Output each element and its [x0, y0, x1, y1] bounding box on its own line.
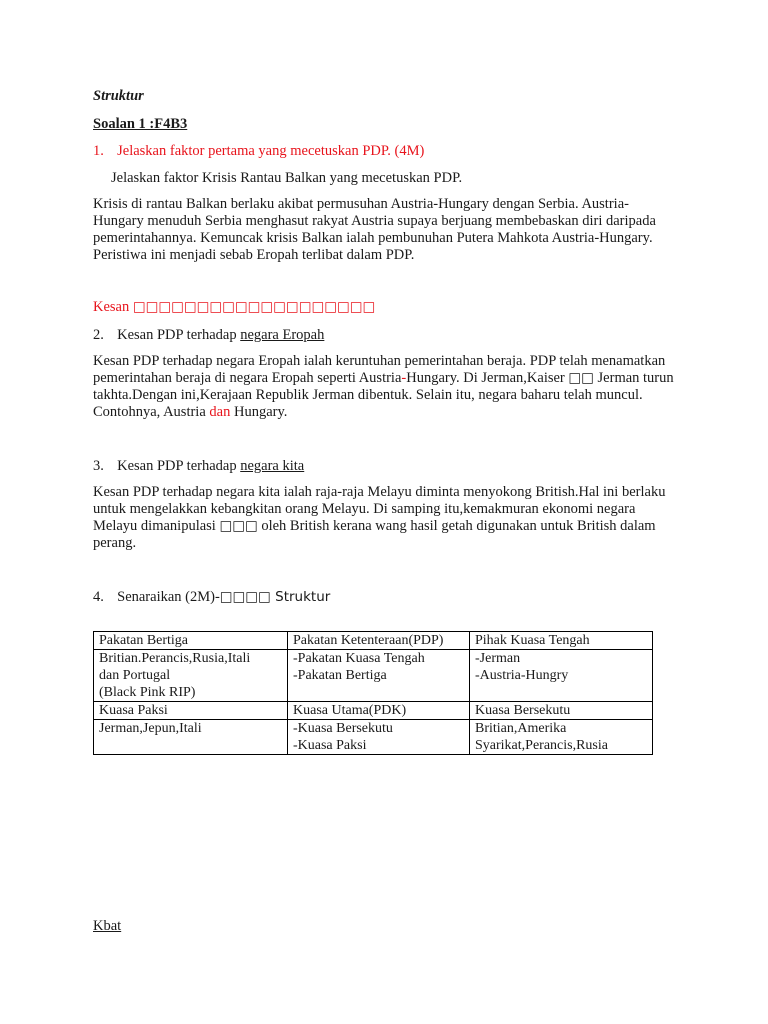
q4-prefix: Senaraikan (2M)-: [117, 589, 220, 605]
table-cell: [94, 702, 288, 720]
q3-answer: [93, 484, 678, 552]
q3-number: 3.: [93, 458, 104, 474]
table-cell: [470, 702, 653, 720]
missing-glyphs: □□□□□□□□□□□□□□□□□□□: [132, 299, 376, 315]
q1-answer: Krisis di rantau Balkan berlaku akibat permusuhan Austria-Hungary dengan Serbia. Austria-Hungary menuduh Serbia menghasut rakyat Austria supaya berjuang membebaskan diri daripada pemerintahannya. Kemuncak krisis Balkan ialah pembunuhan Putera Mahkota Austria-Hungary. Peristiwa ini menjadi sebab Eropah terlibat dalam PDP.: [93, 196, 656, 263]
q3-answer-part2: oleh British kerana wang hasil getah digunakan untuk British dalam perang.: [93, 518, 656, 551]
table-cell-line: -Kuasa Bersekutu: [293, 721, 393, 736]
kesan-heading: [93, 299, 375, 316]
q2-answer-dash: -: [401, 370, 407, 386]
q4-number: 4.: [93, 589, 104, 605]
q3-answer-part1: Kesan PDP terhadap negara kita ialah raja-raja Melayu diminta menyokong British.Hal ini berlaku untuk mengelakkan kebangkitan orang Melayu. Di samping itu,kemakmuran ekonomi negara Melayu dimanipulasi: [93, 484, 666, 534]
table-cell-line: Kuasa Utama(PDK): [293, 703, 407, 718]
table-cell: [94, 632, 288, 650]
table-cell-line: dan Portugal: [99, 668, 171, 683]
kesan-word: Kesan: [93, 299, 130, 315]
q2-answer-part2: Hungary. Di Jerman,Kaiser: [406, 370, 569, 386]
q2-prefix: Kesan PDP terhadap: [117, 327, 241, 343]
table-cell-line: Kuasa Bersekutu: [475, 703, 571, 718]
q1-title-text: Jelaskan faktor pertama yang mecetuskan PDP. (4M): [117, 143, 425, 159]
table-cell-line: Pakatan Ketenteraan(PDP): [293, 633, 444, 648]
question-label: Soalan 1 :F4B3: [93, 116, 188, 132]
alliance-table: [93, 631, 653, 755]
q2-title: [93, 327, 324, 344]
table-cell-line: -Jerman: [475, 651, 521, 666]
q2-answer-part3: Jerman turun takhta.Dengan ini,Kerajaan Republik Jerman dibentuk. Selain itu, negara baharu telah muncul. Contohnya, Austria: [93, 370, 674, 420]
table-cell: [470, 720, 653, 755]
q2-answer-part1: Kesan PDP terhadap negara Eropah ialah keruntuhan pemerintahan beraja. PDP telah menamatkan pemerintahan beraja di negara Eropah seperti Austria: [93, 353, 666, 386]
table-row: [94, 702, 653, 720]
q2-underlined: negara Eropah: [240, 327, 325, 343]
table-cell-line: (Black Pink RIP): [99, 685, 196, 700]
q2-answer-part4: Hungary.: [230, 404, 288, 420]
table-cell-line: -Kuasa Paksi: [293, 738, 367, 753]
table-cell-line: Britian,Amerika: [475, 721, 567, 736]
q3-prefix: Kesan PDP terhadap: [117, 458, 241, 474]
table-cell: [94, 650, 288, 702]
table-cell: [288, 720, 470, 755]
q4-title: [93, 589, 330, 606]
table-cell: [288, 632, 470, 650]
table-cell: [470, 632, 653, 650]
q4-suffix: Struktur: [270, 589, 331, 605]
table-cell-line: -Pakatan Kuasa Tengah: [293, 651, 425, 666]
table-cell-line: Jerman,Jepun,Itali: [99, 721, 202, 736]
q3-title: [93, 458, 304, 475]
q1-subtitle: Jelaskan faktor Krisis Rantau Balkan yang mecetuskan PDP.: [111, 170, 463, 186]
q3-missing-glyphs: □□□: [219, 518, 258, 534]
table-cell-line: Pakatan Bertiga: [99, 633, 189, 648]
q4-missing-glyphs: □□□□: [219, 589, 271, 605]
table-cell-line: -Austria-Hungry: [475, 668, 569, 683]
table-cell: [288, 702, 470, 720]
table-cell: [288, 650, 470, 702]
table-cell-line: Kuasa Paksi: [99, 703, 168, 718]
alliance-table-body: [94, 632, 653, 755]
q2-answer: [93, 353, 678, 421]
q2-answer-dan: dan: [209, 404, 231, 420]
table-row: [94, 650, 653, 702]
table-cell: [470, 650, 653, 702]
table-row: [94, 720, 653, 755]
q3-underlined: negara kita: [240, 458, 305, 474]
table-cell-line: Pihak Kuasa Tengah: [475, 633, 590, 648]
table-cell-line: -Pakatan Bertiga: [293, 668, 387, 683]
table-cell-line: Syarikat,Perancis,Rusia: [475, 738, 608, 753]
table-cell: [94, 720, 288, 755]
table-cell-line: Britian.Perancis,Rusia,Itali: [99, 651, 251, 666]
q2-number: 2.: [93, 327, 104, 343]
table-row: [94, 632, 653, 650]
kbat-link[interactable]: Kbat: [93, 918, 122, 934]
section-heading: Struktur: [93, 88, 144, 104]
q2-missing-glyphs: □□: [568, 370, 594, 386]
q1-number: 1.: [93, 143, 104, 159]
q1-title: [93, 143, 424, 160]
